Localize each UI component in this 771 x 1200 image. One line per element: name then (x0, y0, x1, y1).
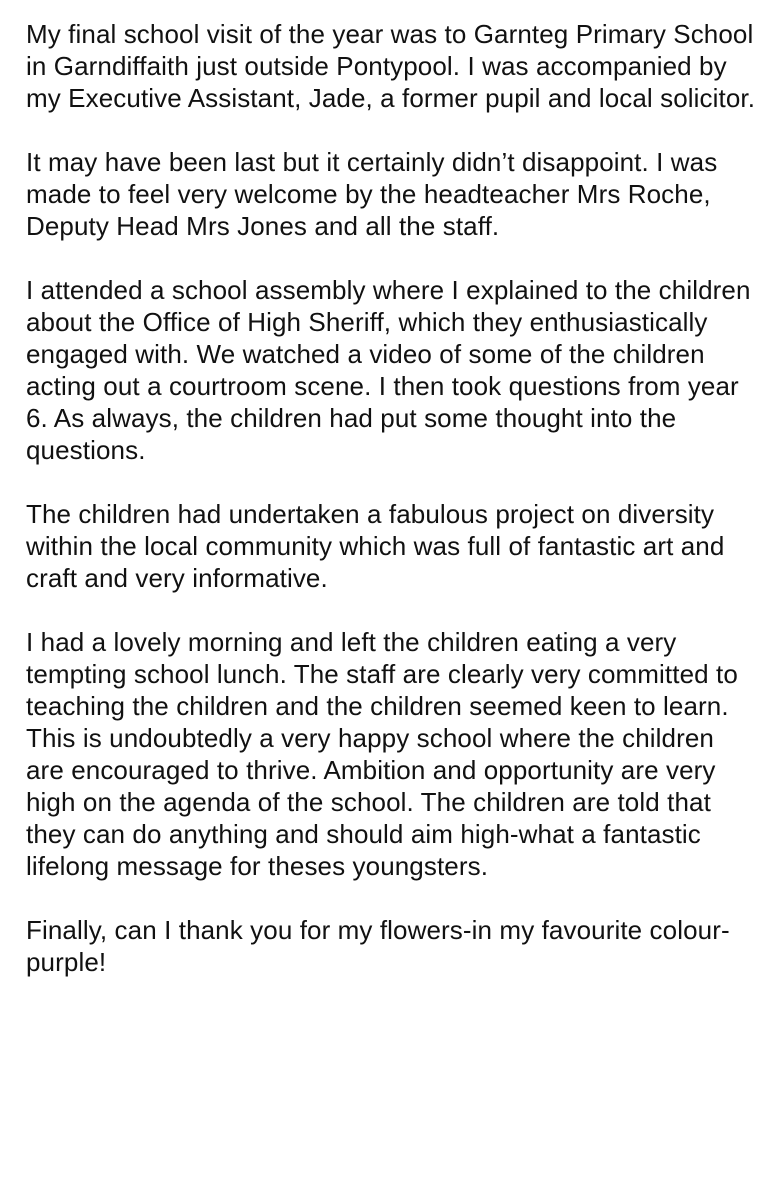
paragraph-lunch-and-ethos: I had a lovely morning and left the children eating a very tempting school lunch. The staff are clearly very committed to teaching the children and the children seemed keen to learn. This is undoubtedly a very happy school where the children are encouraged to thrive. Ambition and opportunity are very high on the agenda of the school. The children are told that they can do anything and should aim high-what a fantastic lifelong message for theses youngsters. (26, 627, 738, 881)
paragraph-welcome: It may have been last but it certainly didn’t disappoint. I was made to feel very welcome by the headteacher Mrs Roche, Deputy Head Mrs Jones and all the staff. (26, 147, 718, 241)
paragraph-visit-intro: My final school visit of the year was to Garnteg Primary School in Garndiffaith just outside Pontypool. I was accompanied by my Executive Assistant, Jade, a former pupil and local solicitor. (26, 19, 756, 113)
paragraph-thanks: Finally, can I thank you for my flowers-in my favourite colour-purple! (26, 915, 730, 977)
paragraph-diversity-project: The children had undertaken a fabulous project on diversity within the local community which was full of fantastic art and craft and very informative. (26, 499, 725, 593)
paragraph-assembly: I attended a school assembly where I explained to the children about the Office of High Sheriff, which they enthusiastically engaged with. We watched a video of some of the children acting out a courtroom scene. I then took questions from year 6. As always, the children had put some thought into the questions. (26, 275, 751, 465)
